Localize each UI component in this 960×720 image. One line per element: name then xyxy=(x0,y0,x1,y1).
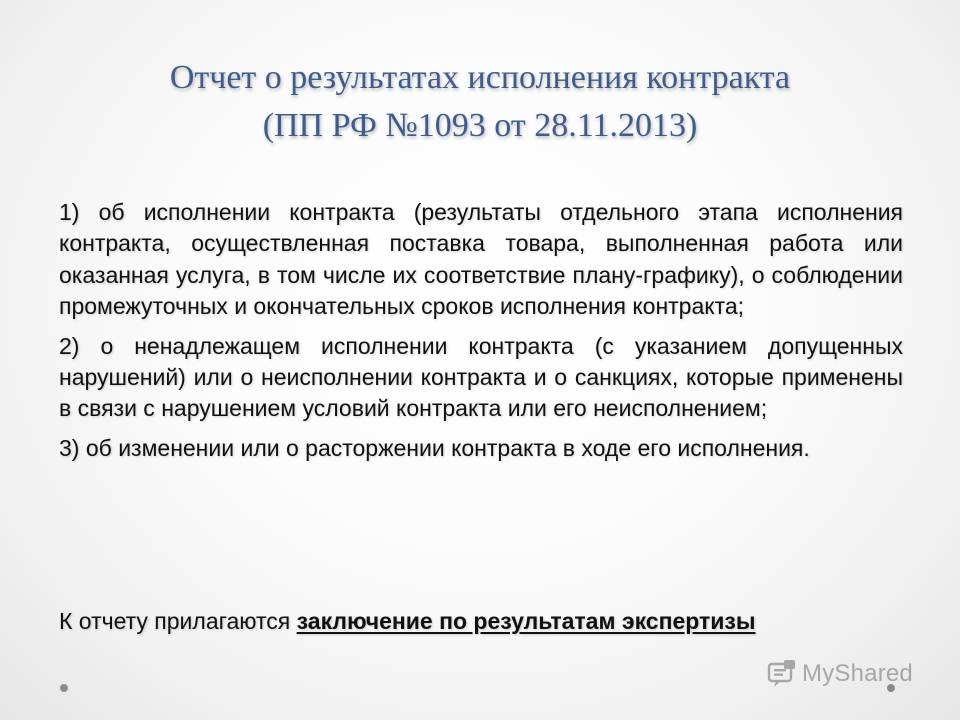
title-line-2: (ПП РФ №1093 от 28.11.2013) xyxy=(262,107,698,144)
list-item-3: 3) об изменении или о расторжении контракта в ходе его исполнения. xyxy=(59,434,810,461)
list-item-1: 1) об исполнении контракта (результаты отдельного этапа исполнения контракта, осуществленная поставка товара, выполненная работа или оказанная услуга, в том числе их соответствие плану-графику), о соблюдении промежуточных и окончательных сроков исполнения контракта; xyxy=(59,199,903,320)
slide-title xyxy=(80,54,880,150)
title-line-1: Отчет о результатах исполнения контракта xyxy=(169,59,791,96)
expertise-conclusion-link[interactable]: заключение по результатам экспертизы xyxy=(296,608,756,634)
myshared-logo-icon xyxy=(767,659,797,689)
bullet-dot-left xyxy=(60,684,68,692)
watermark-text: MyShared xyxy=(802,660,913,687)
attachment-prefix: К отчету прилагаются xyxy=(59,608,297,634)
slide-body xyxy=(59,197,903,464)
watermark xyxy=(767,657,913,691)
list-item-2: 2) о ненадлежащем исполнении контракта (с указанием допущенных нарушений) или о неисполнении контракта и о санкциях, которые применены в связи с нарушением условий контракта или его неисполнением; xyxy=(59,332,903,422)
attachment-note xyxy=(59,606,903,637)
